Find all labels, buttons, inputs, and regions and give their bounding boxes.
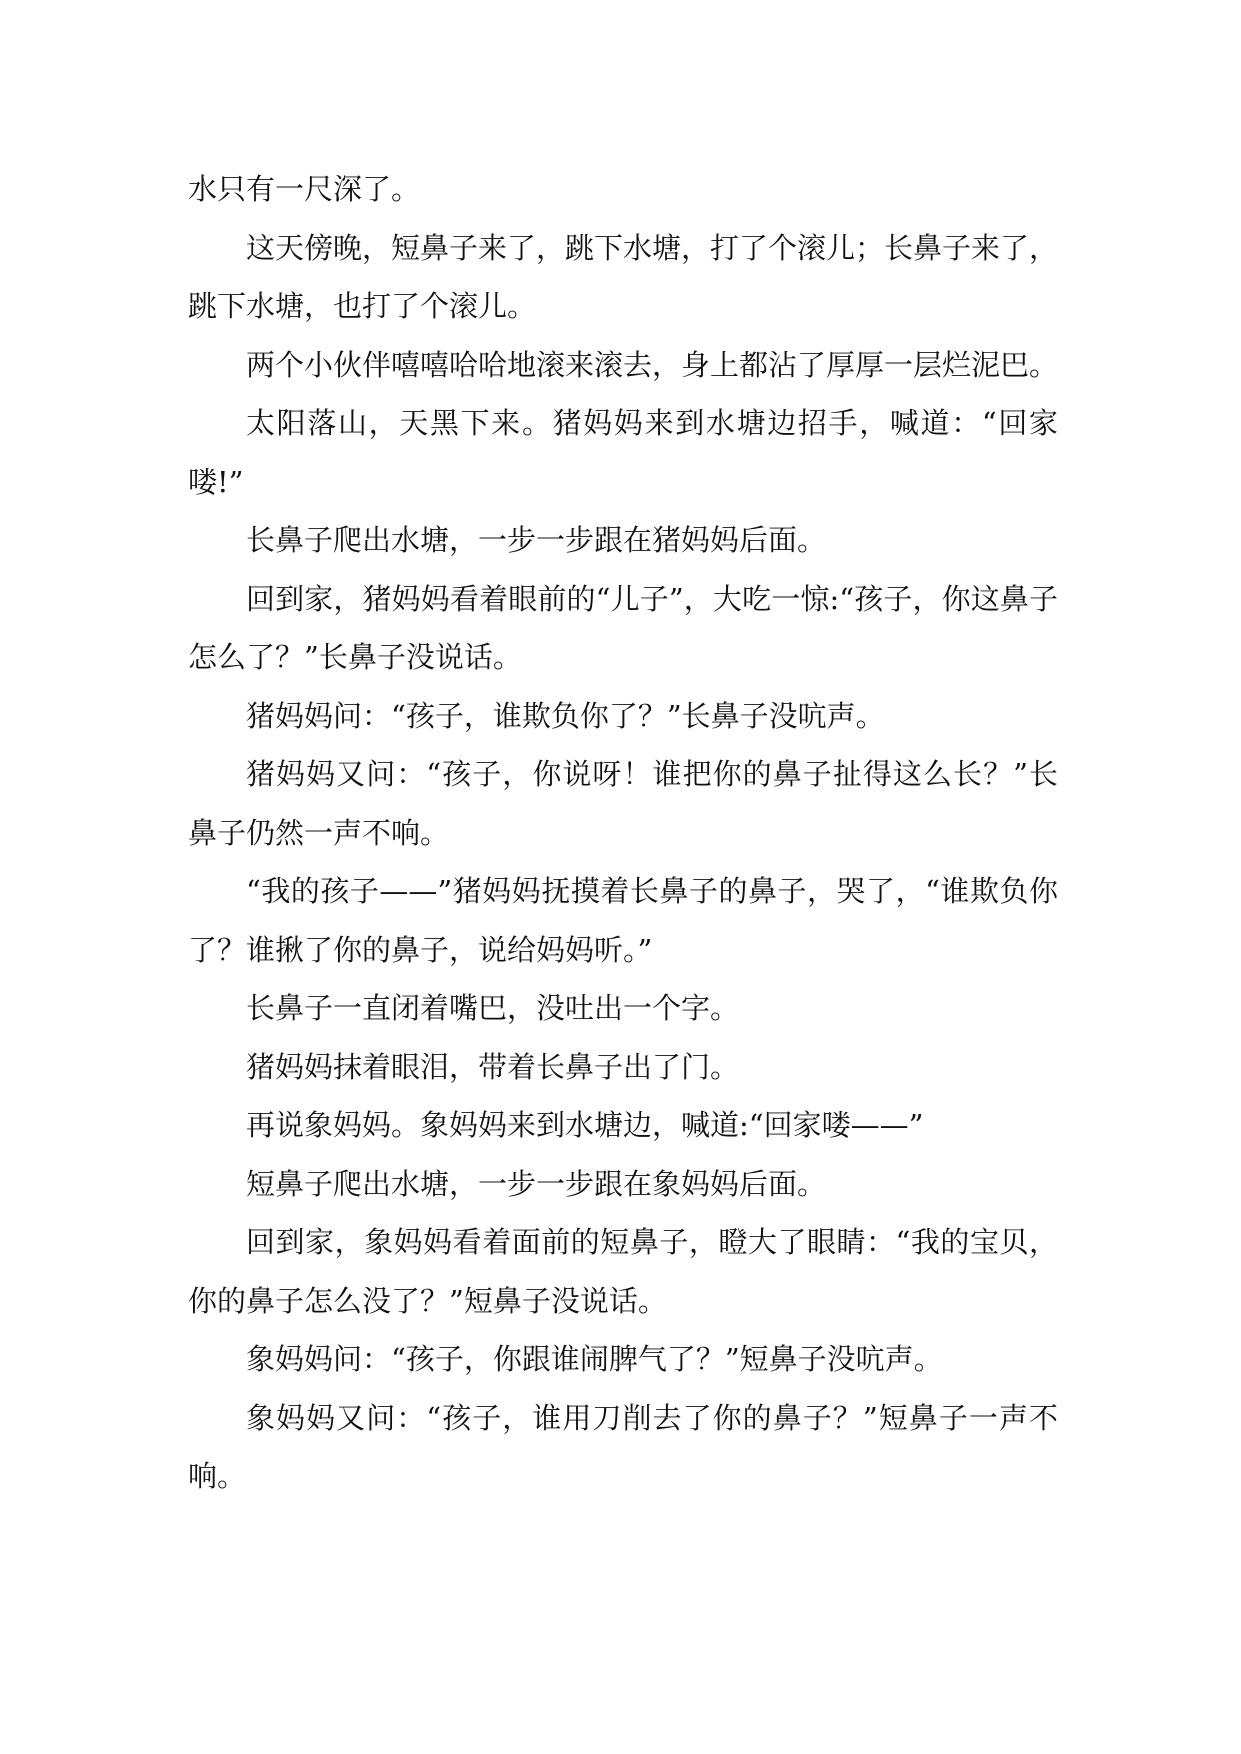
paragraph: 两个小伙伴嘻嘻哈哈地滚来滚去，身上都沾了厚厚一层烂泥巴。 (246, 347, 1059, 382)
paragraph: 长鼻子爬出水塘，一步一步跟在猪妈妈后面。 (246, 523, 827, 557)
paragraph: 长鼻子一直闭着嘴巴，没吐出一个字。 (246, 991, 740, 1025)
paragraph: 象妈妈问：“孩子，你跟谁闹脾气了？”短鼻子没吭声。 (246, 1342, 943, 1376)
paragraph: 回到家，象妈妈看着面前的短鼻子，瞪大了眼睛：“我的宝贝，你的鼻子怎么没了？”短鼻子没说话。 (188, 1225, 1058, 1318)
paragraph: 象妈妈又问：“孩子，谁用刀削去了你的鼻子？”短鼻子一声不响。 (188, 1400, 1058, 1493)
paragraph: 太阳落山，天黑下来。猪妈妈来到水塘边招手，喊道：“回家喽!” (188, 406, 1058, 499)
paragraph: 再说象妈妈。象妈妈来到水塘边，喊道:“回家喽——” (246, 1108, 924, 1142)
paragraph: 短鼻子爬出水塘，一步一步跟在象妈妈后面。 (246, 1166, 827, 1201)
paragraph: 回到家，猪妈妈看着眼前的“儿子”，大吃一惊:“孩子，你这鼻子怎么了？”长鼻子没说话。 (188, 581, 1058, 674)
paragraph: 这天傍晚，短鼻子来了，跳下水塘，打了个滚儿；长鼻子来了，跳下水塘，也打了个滚儿。 (188, 230, 1059, 323)
story-text (188, 160, 1058, 1506)
paragraph: 猪妈妈抹着眼泪，带着长鼻子出了门。 (246, 1049, 740, 1084)
paragraph: “我的孩子——”猪妈妈抚摸着长鼻子的鼻子，哭了，“谁欺负你了？谁揪了你的鼻子，说给妈妈听。” (188, 874, 1058, 967)
paragraph: 水只有一尺深了。 (188, 172, 421, 206)
paragraph: 猪妈妈又问：“孩子，你说呀！谁把你的鼻子扯得这么长？”长鼻子仍然一声不响。 (188, 757, 1058, 850)
paragraph: 猪妈妈问：“孩子，谁欺负你了？”长鼻子没吭声。 (246, 698, 885, 733)
